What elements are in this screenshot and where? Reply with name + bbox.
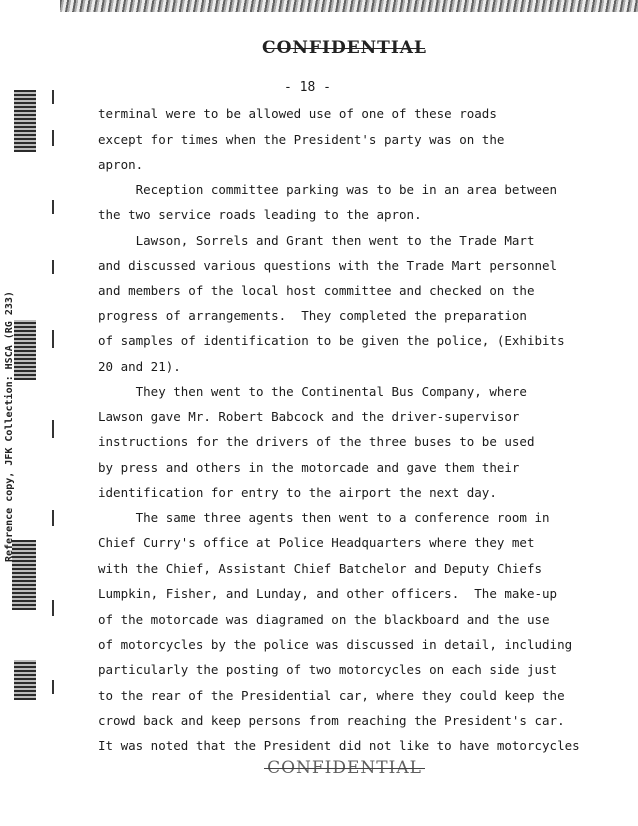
scan-artifact [12,540,36,610]
text-line: of samples of identification to be given the police, (Exhibits [98,333,565,348]
scan-artifact [52,90,54,104]
scan-artifact [52,600,54,616]
text-line: They then went to the Continental Bus Company, where [98,384,527,399]
text-line: to the rear of the Presidential car, where they could keep the [98,688,565,703]
scan-artifact [52,680,54,694]
scan-artifact [52,260,54,274]
text-line: identification for entry to the airport the next day. [98,485,497,500]
text-line: Lawson, Sorrels and Grant then went to the Trade Mart [98,233,535,248]
scan-artifact [52,420,54,438]
scan-artifact [52,330,54,348]
archive-reference-caption: Reference copy, JFK Collection: HSCA (RG 233) [4,291,15,562]
text-line: except for times when the President's party was on the [98,132,505,147]
text-line: The same three agents then went to a conference room in [98,510,550,525]
text-line: the two service roads leading to the apron. [98,207,422,222]
text-line: and discussed various questions with the Trade Mart personnel [98,258,558,273]
text-line: crowd back and keep persons from reaching the President's car. [98,713,565,728]
text-line: and members of the local host committee and checked on the [98,283,535,298]
text-line: Lawson gave Mr. Robert Babcock and the driver-supervisor [98,409,520,424]
scan-artifact [14,660,36,700]
text-line: instructions for the drivers of the three buses to be used [98,434,535,449]
scan-artifact [52,200,54,214]
text-line: Lumpkin, Fisher, and Lunday, and other officers. The make-up [98,586,558,601]
text-line: apron. [98,157,144,172]
text-line: of the motorcade was diagramed on the blackboard and the use [98,612,550,627]
scan-artifact [14,90,36,152]
confidential-stamp-bottom: CONFIDENTIAL [262,758,427,778]
text-line: with the Chief, Assistant Chief Batchelor and Deputy Chiefs [98,561,543,576]
text-line: Reception committee parking was to be in an area between [98,182,558,197]
scan-artifact [52,130,54,146]
text-line: progress of arrangements. They completed the preparation [98,308,527,323]
scan-artifact [52,510,54,526]
text-line: terminal were to be allowed use of one of these roads [98,106,497,121]
scan-artifact [14,320,36,380]
text-line: 20 and 21). [98,359,181,374]
confidential-stamp-top: CONFIDENTIAL [262,38,427,58]
text-line: by press and others in the motorcade and gave them their [98,460,520,475]
text-line: of motorcycles by the police was discussed in detail, including [98,637,573,652]
scan-top-edge [60,0,638,12]
text-line: Chief Curry's office at Police Headquarters where they met [98,535,535,550]
text-line: It was noted that the President did not like to have motorcycles [98,738,580,753]
text-line: particularly the posting of two motorcycles on each side just [98,662,558,677]
page-number: - 18 - [284,80,331,95]
